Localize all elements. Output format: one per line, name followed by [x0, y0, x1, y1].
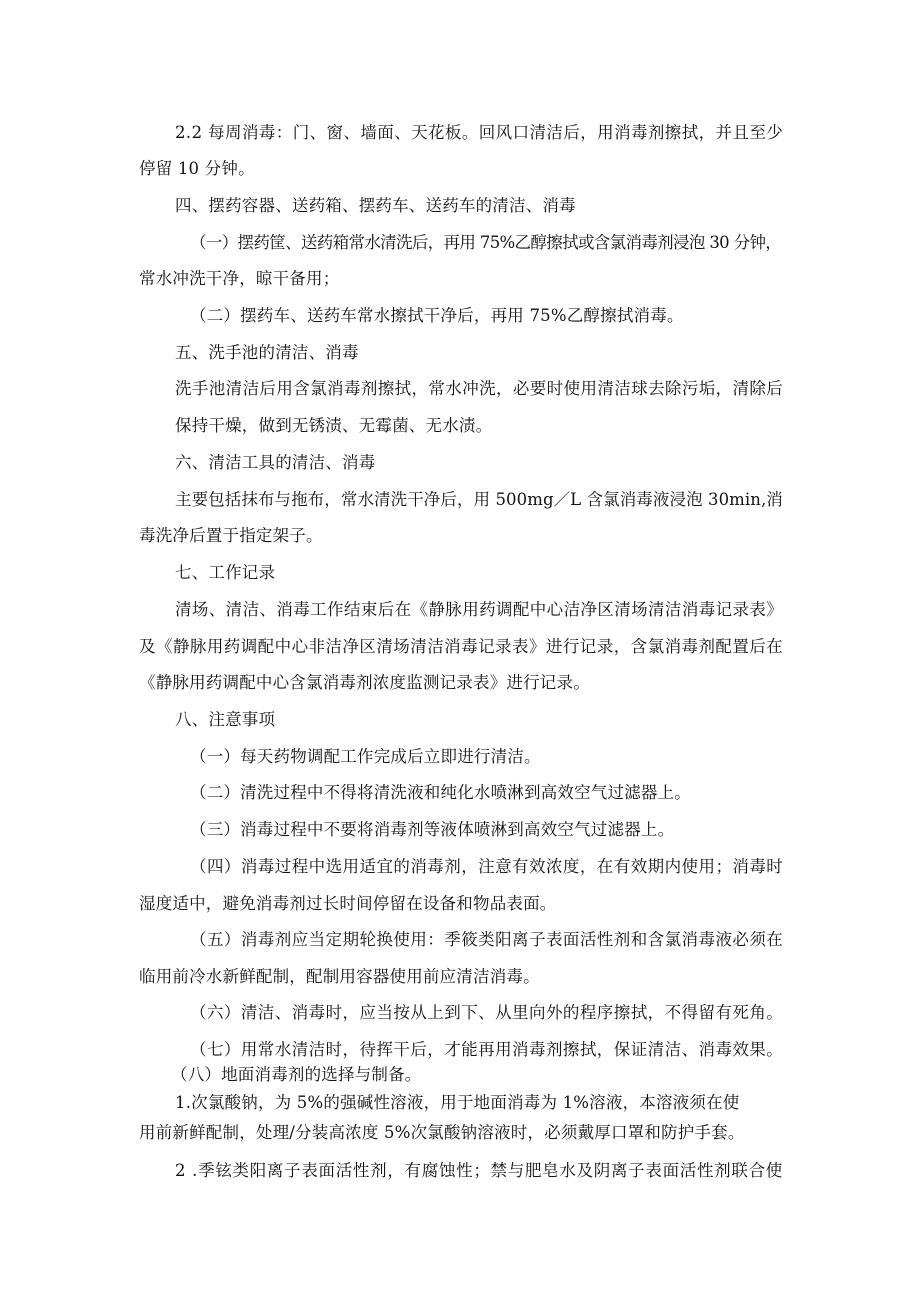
text-line: 洗手池清洁后用含氯消毒剂擦拭，常水冲洗，必要时使用清洁球去除污垢，清除后	[175, 379, 784, 398]
text-line: 六、清洁工具的清洁、消毒	[175, 453, 376, 472]
text-line: 保持干燥，做到无锈渍、无霉菌、无水渍。	[175, 416, 493, 435]
text-line: 湿度适中，避免消毒剂过长时间停留在设备和物品表面。	[139, 894, 557, 913]
text-line: （六）清洁、消毒时，应当按从上到下、从里向外的程序擦拭，不得留有死角。	[190, 1003, 784, 1022]
text-line: （二）清洗过程中不得将清洗液和纯化水喷淋到高效空气过滤器上。	[190, 783, 691, 802]
text-line: （一）每天药物调配工作完成后立即进行清洁。	[190, 747, 541, 766]
text-line: （四）消毒过程中选用适宜的消毒剂，注意有效浓度，在有效期内使用；消毒时	[190, 857, 784, 876]
text-line: 毒洗净后置于指定架子。	[139, 526, 323, 545]
text-line: 用前新鲜配制，处理/分装高浓度 5%次氯酸钠溶液时，必须戴厚口罩和防护手套。	[139, 1123, 745, 1142]
text-line: 《静脉用药调配中心含氯消毒剂浓度监测记录表》进行记录。	[139, 673, 590, 692]
text-line: 2.2 每周消毒：门、窗、墙面、天花板。回风口清洁后，用消毒剂擦拭，并且至少	[175, 123, 784, 142]
text-line: 七、工作记录	[175, 563, 276, 582]
text-line: 常水冲洗干净，晾干备用；	[139, 269, 340, 288]
text-line: 清场、清洁、消毒工作结束后在《静脉用药调配中心洁净区清场清洁消毒记录表》	[175, 600, 784, 619]
text-line: 1.次氯酸钠，为 5%的强碱性溶液，用于地面消毒为 1%溶液，本溶液须在使	[175, 1093, 740, 1112]
text-line: 及《静脉用药调配中心非洁净区清场清洁消毒记录表》进行记录，含氯消毒剂配置后在	[139, 637, 784, 656]
text-line: （八）地面消毒剂的选择与制备。	[171, 1065, 422, 1084]
text-line: （五）消毒剂应当定期轮换使用：季筱类阳离子表面活性剂和含氯消毒液必须在	[190, 930, 784, 949]
text-line: 临用前冷水新鲜配制，配制用容器使用前应清洁消毒。	[139, 967, 540, 986]
text-line: （七）用常水清洁时，待挥干后，才能再用消毒剂擦拭，保证清洁、消毒效果。	[190, 1040, 784, 1059]
text-line: （二）摆药车、送药车常水擦拭干净后，再用 75%乙醇擦拭消毒。	[190, 306, 684, 325]
text-line: 八、注意事项	[175, 710, 276, 729]
text-line: 2 .季铉类阳离子表面活性剂，有腐蚀性；禁与肥皂水及阴离子表面活性剂联合使	[175, 1161, 783, 1180]
text-line: （一）摆药筐、送药箱常水清洗后，再用 75%乙醇擦拭或含氯消毒剂浸泡 30 分钟，	[190, 233, 782, 252]
text-line: 停留 10 分钟。	[139, 159, 255, 178]
text-line: （三）消毒过程中不要将消毒剂等液体喷淋到高效空气过滤器上。	[190, 820, 675, 839]
text-line: 主要包括抹布与拖布，常水清洗干净后，用 500mg／L 含氯消毒液浸泡 30min,消	[175, 490, 783, 509]
text-line: 四、摆药容器、送药箱、摆药车、送药车的清洁、消毒	[175, 196, 576, 215]
text-line: 五、洗手池的清洁、消毒	[175, 343, 359, 362]
